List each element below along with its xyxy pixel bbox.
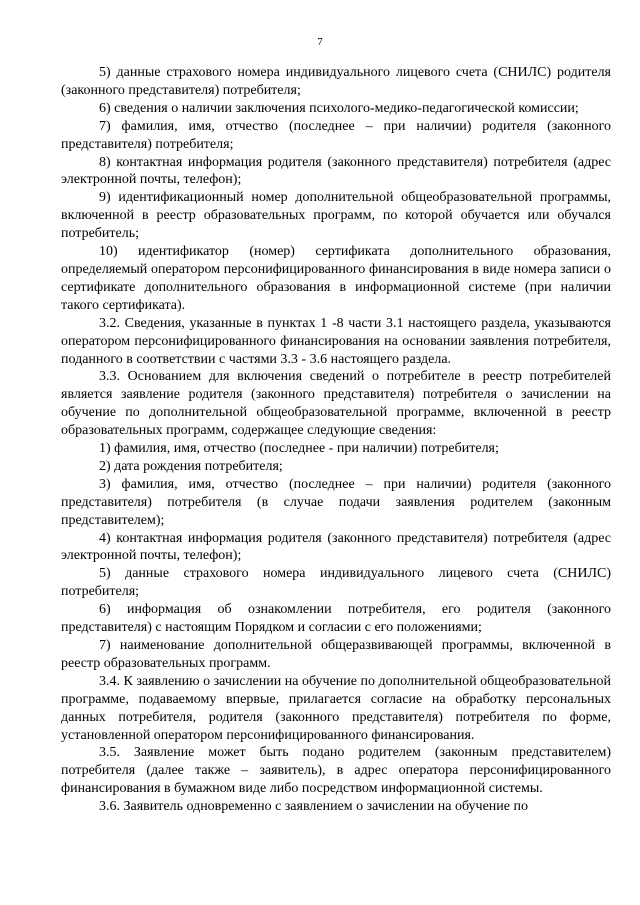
paragraph-section-3-5: 3.5. Заявление может быть подано родителем (законным представителем) потребителя (далее также – заявитель), в адрес оператора персонифицированного финансирования в бумажном виде либо посредством информационной системы.	[61, 745, 611, 797]
paragraph-item-10-certificate-id: 10) идентификатор (номер) сертификата дополнительного образования, определяемый оператором персонифицированного финансирования в виде номера записи о сертификате дополнительного образования в информационной системе (при наличии такого сертификата).	[61, 244, 611, 313]
paragraph-section-3-6: 3.6. Заявитель одновременно с заявлением о зачислении на обучение по	[99, 799, 528, 815]
paragraph-item-7-parent-name: 7) фамилия, имя, отчество (последнее – при наличии) родителя (законного представителя) потребителя;	[61, 118, 611, 152]
paragraph-list-item-3: 3) фамилия, имя, отчество (последнее – при наличии) родителя (законного представителя) потребителя (в случае подачи заявления родителем (законным представителем);	[61, 476, 611, 528]
page-number: 7	[317, 36, 323, 48]
paragraph-item-5-snils-parent: 5) данные страхового номера индивидуального лицевого счета (СНИЛС) родителя (законного представителя) потребителя;	[61, 65, 611, 98]
paragraph-section-3-3: 3.3. Основанием для включения сведений о потребителе в реестр потребителей является заявление родителя (законного представителя) потребителя о зачислении на обучение по дополнительной общеобразовательной программе, включенной в реестр образовательных программ, содержащее следующие сведения:	[61, 369, 611, 439]
paragraph-list-item-6: 6) информация об ознакомлении потребителя, его родителя (законного представителя) с настоящим Порядком и согласии с его положениями;	[61, 602, 611, 636]
paragraph-item-6-pmpk: 6) сведения о наличии заключения психолого-медико-педагогической комиссии;	[99, 100, 579, 116]
paragraph-section-3-2: 3.2. Сведения, указанные в пунктах 1 -8 части 3.1 настоящего раздела, указываются оператором персонифицированного финансирования на основании заявления потребителя, поданного в соответствии с частями 3.3 - 3.6 настоящего раздела.	[61, 315, 611, 367]
paragraph-item-8-parent-contacts: 8) контактная информация родителя (законного представителя) потребителя (адрес электронной почты, телефон);	[61, 154, 611, 188]
paragraph-list-item-7: 7) наименование дополнительной общеразвивающей программы, включенной в реестр образовательных программ.	[61, 638, 611, 671]
paragraph-item-9-program-id: 9) идентификационный номер дополнительной общеобразовательной программы, включенной в реестр образовательных программ, по которой обучается или обучался потребитель;	[61, 190, 611, 242]
paragraph-list-item-4: 4) контактная информация родителя (законного представителя) потребителя (адрес электронной почты, телефон);	[61, 530, 611, 564]
document-body	[61, 64, 611, 816]
paragraph-list-item-2: 2) дата рождения потребителя;	[99, 458, 283, 474]
paragraph-list-item-5: 5) данные страхового номера индивидуального лицевого счета (СНИЛС) потребителя;	[61, 566, 611, 600]
paragraph-section-3-4: 3.4. К заявлению о зачислении на обучение по дополнительной общеобразовательной программе, подаваемому впервые, прилагается согласие на обработку персональных данных потребителя, родителя (законного представителя) потребителя по форме, установленной оператором персонифицированного финансирования.	[61, 673, 611, 743]
paragraph-list-item-1: 1) фамилия, имя, отчество (последнее - при наличии) потребителя;	[99, 441, 499, 457]
